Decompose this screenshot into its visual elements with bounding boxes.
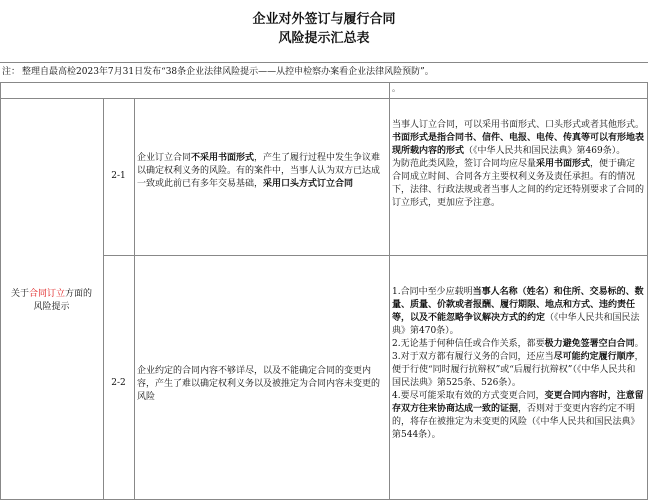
title-block: [0, 0, 648, 63]
row-description: [137, 152, 387, 191]
tip-bold: 尽可能约定履行顺序: [553, 352, 635, 362]
title-line-2: 风险提示汇总表: [278, 31, 370, 46]
note-text: 整理自最高检2023年7月31日发布“38条企业法律风险提示——从控申检察办案看企业法律风险预防”。: [22, 67, 434, 77]
title-line-1: 企业对外签订与履行合同: [252, 12, 396, 27]
category-highlight: 合同订立: [28, 289, 65, 299]
tip-text: 为防范此类风险，签订合同均应尽量: [392, 159, 537, 169]
row-description: [137, 365, 387, 404]
note-label: 注：: [2, 67, 21, 77]
grid-line: [134, 98, 135, 500]
desc-text: ，产生了履行过程中发生争议难以确定权利义务的风险。有的案件中，当事人认为双方已达成一致或此前已有多年交易基础，: [137, 153, 381, 189]
category-line2: 风险提示: [33, 302, 70, 312]
desc-bold: 采用口头方式订立合同: [263, 179, 354, 189]
tip-text: ，否则对于变更内容约定不明的，将存在被推定为未变更的风险（《中华人民共和国民法典》第544条）。: [392, 404, 640, 440]
tip-text: 1.合同中至少应载明: [392, 287, 473, 297]
category-suffix: 方面的: [65, 289, 93, 299]
tip-bold: 书面形式是指合同书、信件、电报、电传、传真等可以有形地表现所载内容的形式: [392, 133, 645, 156]
tip-text: 3.对于双方都有履行义务的合同，还应当: [392, 352, 554, 362]
tip-bold: 变更合同内容时，注意留存双方往来协商达成一致的证据: [392, 391, 644, 414]
tip-text: 2.无论基于何种信任或合作关系，都要: [392, 339, 545, 349]
tip-text: （《中华人民共和国民法典》第470条）。: [392, 313, 640, 336]
grid-line: [0, 98, 648, 99]
grid-line: [103, 255, 648, 256]
desc-text: 企业约定的合同内容不够详尽，以及不能确定合同的变更内容，产生了难以确定权利义务以及被推定为合同内容未变更的风险: [137, 366, 381, 402]
desc-text: 企业订立合同: [137, 153, 192, 163]
tip-text: 4.要尽可能采取有效的方式变更合同，: [392, 391, 545, 401]
tip-bold: 采用书面形式: [536, 159, 591, 169]
category-cell: [0, 288, 103, 314]
row-code: 2-2: [111, 378, 126, 388]
tip-text: 。: [634, 339, 644, 349]
row-code: 2-1: [111, 171, 126, 181]
row-risk-tip: [392, 286, 644, 442]
carry-over-text: 。: [392, 84, 400, 93]
grid-line: [389, 82, 390, 500]
row-risk-tip: [392, 119, 644, 210]
tip-bold: 极力避免签署空白合同: [544, 339, 635, 349]
desc-bold: 不采用书面形式: [191, 153, 255, 163]
tip-bold: 当事人名称（姓名）和住所、交易标的、数量、质量、价款或者报酬、履行期限、地点和方式、违约责任等，以及不能忽略争议解决方式的约定: [392, 287, 644, 323]
tip-text: ，便于行使“同时履行抗辩权”或“后履行抗辩权”（《中华人民共和国民法典》第525条、526条）。: [392, 352, 644, 388]
tip-text: （《中华人民共和国民法典》第469条）。: [464, 146, 626, 156]
tip-text: 当事人订立合同，可以采用书面形式、口头形式或者其他形式。: [392, 120, 645, 130]
grid-line: [103, 98, 104, 500]
category-prefix: 关于: [10, 289, 29, 299]
tip-text: ，便于确定合同成立时间、合同各方主要权利义务及责任承担。有的情况下，法律、行政法规或者当事人之间的约定还特别要求了合同的订立形式，更加应予注意。: [392, 159, 645, 208]
source-note: [0, 62, 648, 83]
